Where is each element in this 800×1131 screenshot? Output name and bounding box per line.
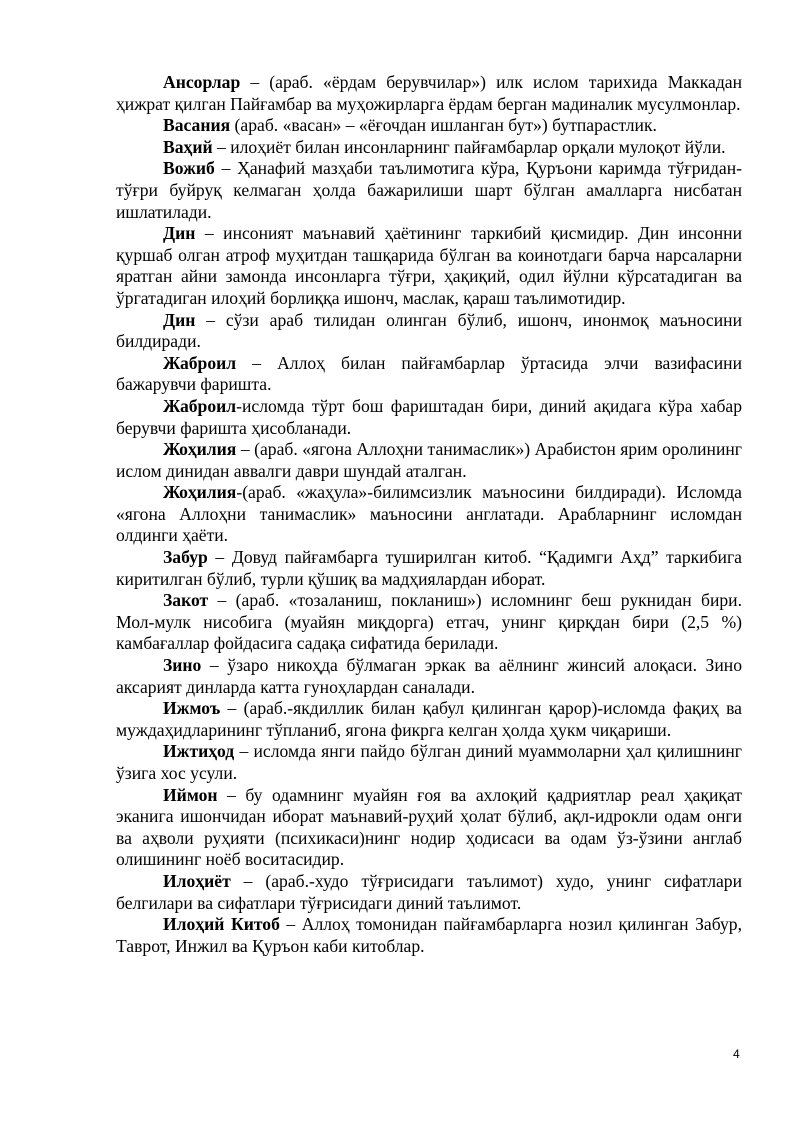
- glossary-term: Илоҳиёт: [163, 870, 231, 891]
- glossary-term: Жоҳилия: [163, 439, 237, 460]
- glossary-term: Ваҳий: [163, 136, 213, 157]
- glossary-term: Ижмоъ: [163, 698, 221, 719]
- glossary-definition: -исломда тўрт бош фариштадан бири, диний ақидага кўра хабар берувчи фаришта ҳисобланади.: [116, 395, 742, 438]
- glossary-definition: – (араб. «тозаланиш, покланиш») исломнинг беш рукнидан бири. Мол-мулк нисобига (муайян миқдорга) етгач, унинг қирқдан бири (2,5 %) камбағаллар фойдасига садақа сифатида берилади.: [116, 590, 742, 654]
- glossary-term: Жаброил: [163, 352, 237, 373]
- glossary-entry: [116, 72, 742, 115]
- glossary-definition: – сўзи араб тилидан олинган бўлиб, ишонч, инонмоқ маъносини билдиради.: [116, 309, 742, 352]
- glossary-entry: [116, 741, 742, 784]
- glossary-term: Ансорлар: [163, 72, 241, 92]
- glossary-definition: – Ҳанафий мазҳаби таълимотига кўра, Қуръони каримда тўғридан-тўғри буйруқ келмаган ҳолда бажарилиши шарт бўлган амалларга нисбатан ишлатилади.: [116, 158, 742, 222]
- glossary-definition: – инсоният маънавий ҳаётининг таркибий қисмидир. Дин инсонни қуршаб олган атроф муҳитдан ташқарида бўлган ва коинотдаги барча нарсаларни яратган айни замонда инсонларга тўғри, ҳақиқий, одил йўлни кўрсатадиган ва ўргатадиган илоҳий борлиққа ишонч, маслак, қараш таълимотидир.: [116, 223, 742, 308]
- glossary-entry: [116, 223, 742, 309]
- glossary-term: Дин: [163, 223, 196, 244]
- glossary-term: Жаброил: [163, 395, 237, 416]
- glossary-entry: [116, 310, 742, 353]
- glossary-definition: – (араб. «ягона Аллоҳни танимаслик») Арабистон ярим оролининг ислом динидан аввалги даври шундай аталган.: [116, 439, 742, 481]
- glossary-entry: [116, 115, 742, 137]
- glossary-definition: – исломда янги пайдо бўлган диний муаммоларни ҳал қилишнинг ўзига хос усули.: [116, 741, 742, 783]
- glossary-term: Жоҳилия: [163, 482, 237, 503]
- page-number: 4: [733, 1047, 740, 1061]
- glossary-definition: (араб. «васан» – «ёғочдан ишланган бут») бутпарастлик.: [230, 115, 657, 136]
- glossary-definition: – (араб.-якдиллик билан қабул қилинган қарор)-исломда фақиҳ ва муждаҳидларининг тўпланиб, ягона фикрга келган ҳолда ҳукм чиқариши.: [116, 698, 742, 740]
- glossary-term: Вожиб: [163, 158, 215, 179]
- glossary-definition: – Аллоҳ билан пайғамбарлар ўртасида элчи вазифасини бажарувчи фаришта.: [116, 352, 742, 395]
- glossary-entry: [116, 353, 742, 396]
- glossary-entry: [116, 871, 742, 914]
- glossary-entry: [116, 698, 742, 741]
- glossary-entry: [116, 914, 742, 957]
- glossary-term: Закот: [163, 590, 209, 611]
- glossary-entry: [116, 590, 742, 655]
- glossary-definition: – Аллоҳ томонидан пайғамбарларга нозил қилинган Забур, Таврот, Инжил ва Қуръон каби китоблар.: [116, 914, 742, 956]
- glossary-entry: [116, 439, 742, 482]
- glossary-term: Дин: [163, 309, 196, 330]
- glossary-term: Забур: [163, 547, 208, 568]
- glossary-entry: [116, 137, 742, 159]
- glossary: [116, 72, 742, 957]
- glossary-term: Зино: [163, 655, 202, 676]
- glossary-definition: – илоҳиёт билан инсонларнинг пайғамбарлар орқали мулоқот йўли.: [212, 136, 726, 157]
- glossary-definition: – ўзаро никоҳда бўлмаган эркак ва аёлнинг жинсий алоқаси. Зино аксарият динларда катта гуноҳлардан саналади.: [116, 655, 742, 697]
- glossary-term: Васания: [163, 115, 231, 136]
- glossary-term: Иймон: [163, 784, 218, 805]
- glossary-entry: [116, 785, 742, 871]
- glossary-definition: – (араб.-худо тўғрисидаги таълимот) худо, унинг сифатлари белгилари ва сифатлари тўғрисидаги диний таълимот.: [116, 870, 742, 913]
- glossary-definition: – бу одамнинг муайян ғоя ва ахлоқий қадриятлар реал ҳақиқат эканига ишончидан иборат маънавий-руҳий ҳолат бўлиб, ақл-идрокли одам онги ва аҳволи руҳияти (психикаси)нинг нодир ҳодисаси ва одам ўз-ўзини англаб олишининг ноёб воситасидир.: [116, 784, 742, 870]
- glossary-entry: [116, 547, 742, 590]
- glossary-entry: [116, 482, 742, 547]
- glossary-entry: [116, 396, 742, 439]
- glossary-definition: – Довуд пайғамбарга туширилган китоб. “Қадимги Аҳд” таркибига киритилган бўлиб, турли қўшиқ ва мадҳиялардан иборат.: [116, 547, 742, 589]
- glossary-entry: [116, 158, 742, 223]
- glossary-term: Ижтиҳод: [163, 741, 235, 762]
- glossary-definition: – (араб. «ёрдам берувчилар») илк ислом тарихида Маккадан ҳижрат қилган Пайғамбар ва муҳожирларга ёрдам берган мадиналик мусулмонлар.: [116, 72, 742, 114]
- glossary-entry: [116, 655, 742, 698]
- glossary-definition: -(араб. «жаҳула»-билимсизлик маъносини билдиради). Исломда «ягона Аллоҳни танимаслик» маъносини англатади. Арабларнинг исломдан олдинги ҳаёти.: [116, 482, 742, 546]
- glossary-term: Илоҳий Китоб: [163, 914, 280, 935]
